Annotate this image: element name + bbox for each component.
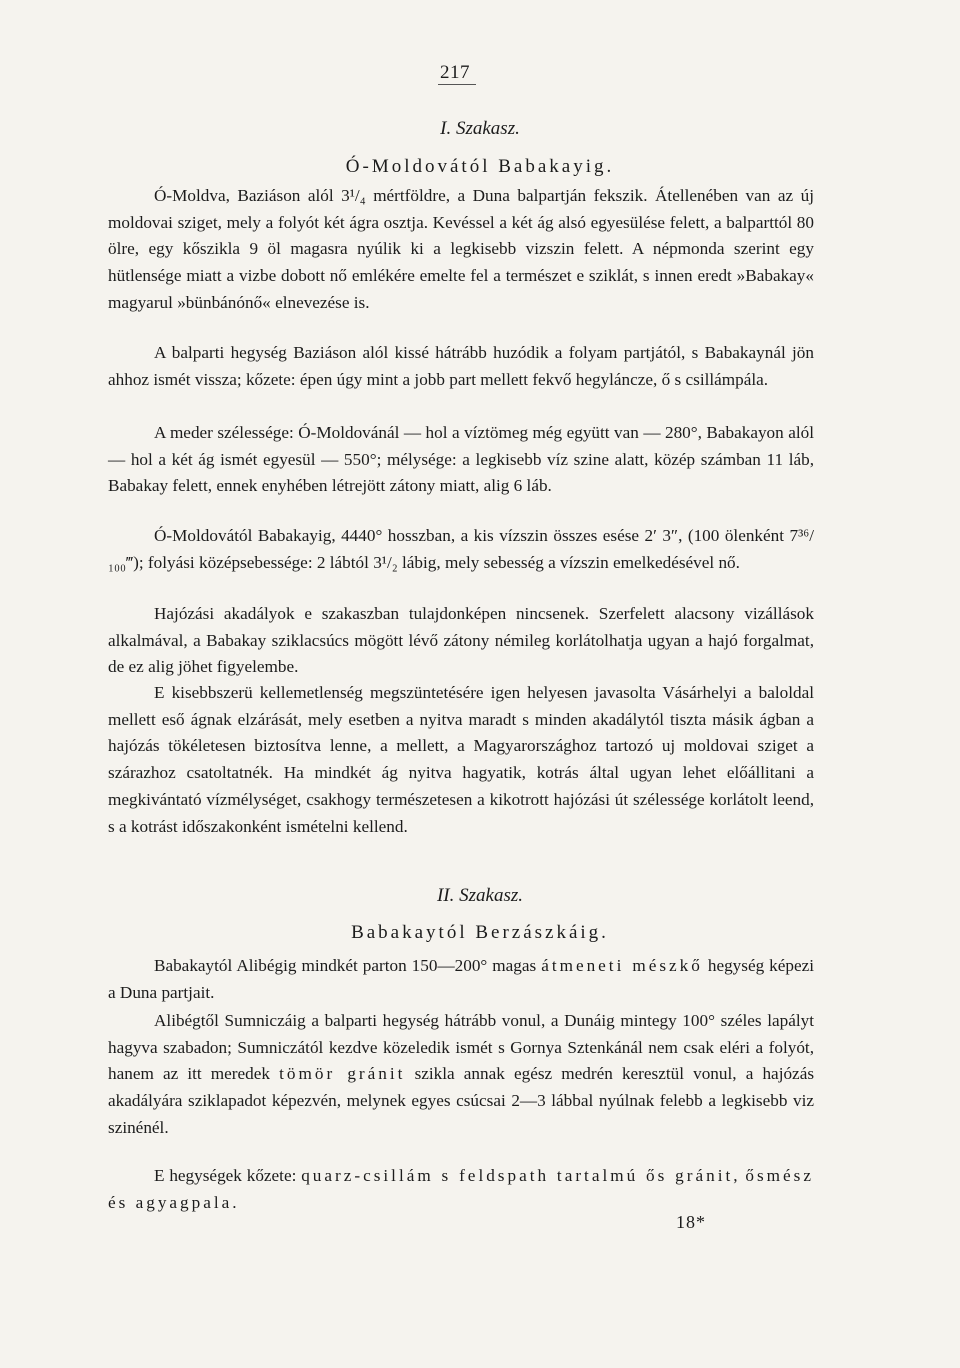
section-2-title: Babakaytól Berzászkáig. <box>351 922 609 943</box>
text-run: Alibégtől Sumniczáig a balparti hegység hátrább vonul, a Dunáig mintegy 100° széles lapályt hagyva szabadon; Sumniczától kezdve közeledik ismét s Gornya Sztenkánál nem csak eléri a folyót, hanem az itt meredek <box>108 1011 814 1084</box>
spaced-term: quarz-csillám s feldspath tartalmú ős gránit, <box>301 1166 741 1185</box>
section-1-paragraph-3: A meder szélessége: Ó-Moldovánál — hol a víztömeg még együtt van — 280°, Babakayon alól — hol a két ág ismét egyesül — 550°; mélysége: a legkisebb víz szine alatt, közép számban 11 láb, Babakay felett, ennek enyhében létrejött zátony miatt, alig 6 láb. <box>108 423 814 496</box>
text-run: E hegységek kőzete: <box>154 1166 297 1185</box>
section-2-label: II. Szakasz. <box>436 885 524 906</box>
signature-mark: 18* <box>676 1212 706 1232</box>
spaced-term: átmeneti mészkő <box>541 956 703 975</box>
text-run: szikla annak egész medrén keresztül vonul, a hajózás akadályára sziklapadot képezvén, melynek egyes csúcsai 2—3 lábbal nyúlnak felebb a legkisebb viz szinénél. <box>108 1064 815 1137</box>
page-number-rule <box>438 84 476 85</box>
spaced-term: tömör gránit <box>279 1064 406 1084</box>
section-2-paragraph-1 <box>108 953 814 1006</box>
section-1-paragraph-1: Ó-Moldva, Baziáson alól 3¹/₄ mértföldre, a Duna balpartján fekszik. Átellenében van az új moldovai sziget, mely a folyót két ágra osztja. Kevéssel a két ág alsó egyesülése felett, a balparttól 80 ölre, egy kőszikla 9 öl magasra nyúlik ki a legkisebb vizszin felett. A népmonda szerint egy hütlensége miatt a vizbe dobott nő emlékére emelte fel a természet e sziklát, s innen eredt »Babakay« magyarul »bünbánónő« elnevezése is. <box>108 186 814 312</box>
section-1-paragraph-4: Ó-Moldovától Babakayig, 4440° hosszban, a kis vízszin összes esése 2′ 3″, (100 ölenként 7³⁶/₁₀₀‴); folyási középsebessége: 2 lábtól 3¹/₂ lábig, mely sebesség a vízszin emelkedésével nő. <box>108 526 814 572</box>
section-1-label: I. Szakasz. <box>440 118 520 139</box>
section-1-title: Ó-Moldovától Babakayig. <box>345 156 615 177</box>
section-2-paragraph-3 <box>108 1163 814 1216</box>
section-2-paragraph-2 <box>108 1008 814 1142</box>
section-1-paragraph-6: E kisebbszerü kellemetlenség megszüntetésére igen helyesen javasolta Vásárhelyi a baloldal mellett eső ágnak elzárását, mely esetben a nyitva maradt s minden akadálytól tiszta másik ágban a hajózás tökéletesen biztosítva lenne, a mellett, a Magyarországhoz tartozó uj moldovai sziget a szárazhoz csatoltatnék. Ha mindkét ág nyitva hagyatik, kotrás által ugyan lehet előállitani a megkivántató vízmélységet, csakhogy természetesen a kikotrott hajózási út szélessége korlátolt leend, s a kotrást időszakonként ismételni kellend. <box>108 683 814 836</box>
text-run: Babakaytól Alibégig mindkét parton 150—200° magas <box>154 956 537 975</box>
page-number: 217 <box>440 62 470 83</box>
section-1-paragraph-2: A balparti hegység Baziáson alól kissé hátrább huzódik a folyam partjától, s Babakaynál jön ahhoz ismét vissza; kőzete: épen úgy mint a jobb part mellett fekvő hegyláncze, ő s csillámpála. <box>108 343 814 389</box>
spaced-term: ősmész és agyagpala. <box>108 1166 814 1212</box>
text-run: hegység képezi a Duna partjait. <box>108 956 815 1002</box>
section-1-paragraph-5: Hajózási akadályok e szakaszban tulajdonképen nincsenek. Szerfelett alacsony vizállások alkalmával, a Babakay sziklacsúcs mögött lévő zátony némileg korlátolhatja ugyan a hajó forgalmat, de ez alig jöhet figyelembe. <box>108 604 814 677</box>
